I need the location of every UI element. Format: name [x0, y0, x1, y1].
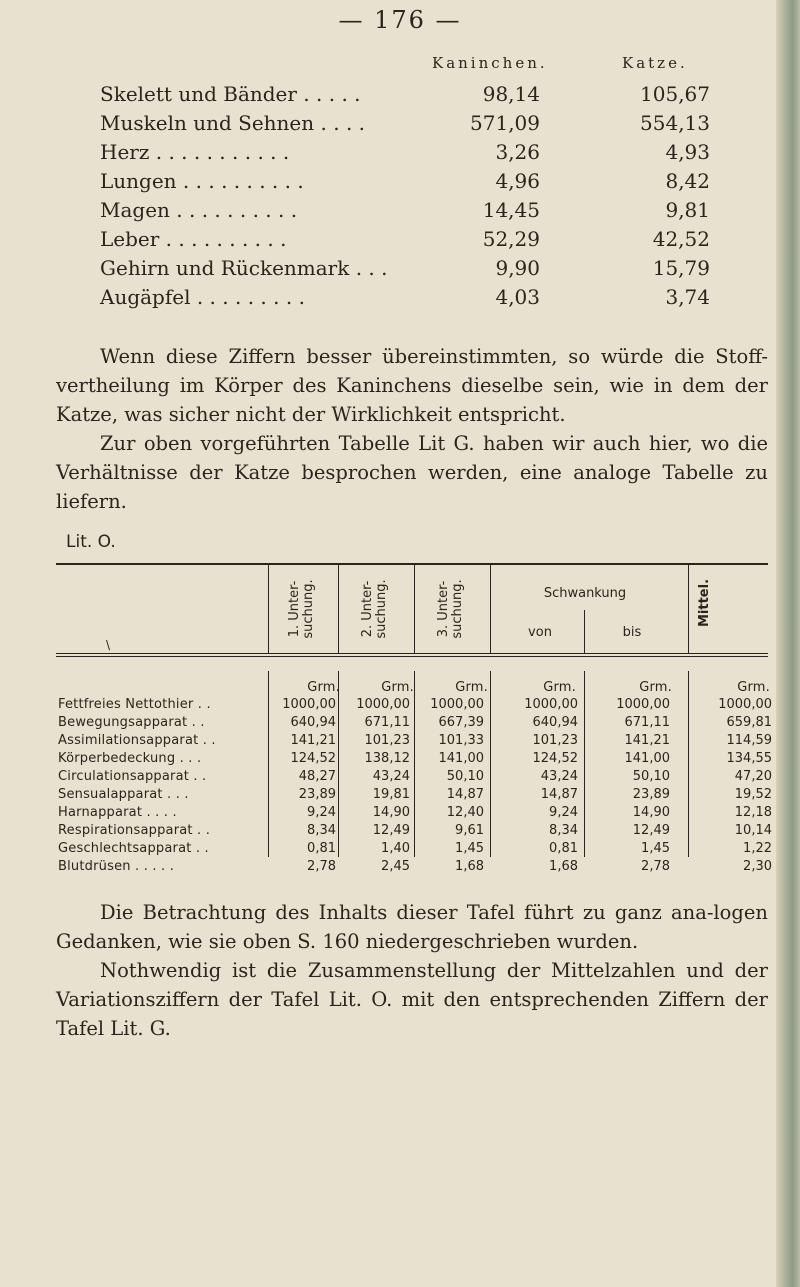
- value-von: 8,34: [549, 823, 578, 838]
- value-bis: 12,49: [632, 823, 670, 838]
- table-row: [0, 169, 780, 193]
- paragraph-1: [56, 342, 768, 516]
- value-bis: 23,89: [632, 787, 670, 802]
- row-label: Respirationsapparat . .: [58, 823, 211, 838]
- header-von: von: [528, 625, 552, 640]
- unit: Grm.: [639, 680, 672, 695]
- col-line: [414, 565, 415, 653]
- table-row: [0, 859, 780, 877]
- value-u2: 1000,00: [356, 697, 410, 712]
- value-bis: 141,00: [624, 751, 670, 766]
- row-label: Geschlechtsapparat . .: [58, 841, 209, 856]
- value-u2: 43,24: [372, 769, 410, 784]
- value-bis: 1,45: [641, 841, 670, 856]
- unit: Grm.: [737, 680, 770, 695]
- col-line: [268, 565, 269, 653]
- row-label: Gehirn und Rückenmark . . .: [100, 256, 388, 280]
- row-label: Assimilationsapparat . .: [58, 733, 216, 748]
- table-row: [0, 285, 780, 309]
- value-u2: 671,11: [364, 715, 410, 730]
- row-label: Leber . . . . . . . . . .: [100, 227, 287, 251]
- table-row: [0, 769, 780, 787]
- value-u2: 14,90: [372, 805, 410, 820]
- col-line: [338, 565, 339, 653]
- value-u2: 19,81: [372, 787, 410, 802]
- value-katze: 8,42: [665, 169, 710, 193]
- value-u3: 1,68: [455, 859, 484, 874]
- row-label: Muskeln und Sehnen . . . .: [100, 111, 366, 135]
- value-mittel: 659,81: [726, 715, 772, 730]
- header-untersuchung-3: 3. Unter- suchung.: [436, 579, 465, 639]
- col-line: [688, 565, 689, 653]
- table-row: [0, 198, 780, 222]
- unit: Grm.: [455, 680, 488, 695]
- header-bis: bis: [622, 625, 642, 640]
- paragraph-text: Die Betrachtung des Inhalts dieser Tafel führt zu ganz ana-logen Gedanken, wie sie oben S. 160 niedergeschrieben wurden.: [56, 901, 768, 953]
- header-untersuchung-1: 1. Unter- suchung.: [287, 579, 316, 639]
- row-label: Bewegungsapparat . .: [58, 715, 205, 730]
- value-u3: 1000,00: [430, 697, 484, 712]
- table-top-rule: [56, 563, 768, 565]
- col-line: [490, 565, 491, 653]
- value-bis: 14,90: [632, 805, 670, 820]
- page-edge: [776, 0, 800, 1287]
- value-mittel: 134,55: [726, 751, 772, 766]
- value-kaninchen: 14,45: [482, 198, 540, 222]
- paragraph-text: Zur oben vorgeführten Tabelle Lit G. haben wir auch hier, wo die Verhältnisse der Katze besprochen werden, eine analoge Tabelle zu liefern.: [56, 432, 768, 513]
- table-row: [0, 787, 780, 805]
- unit: Grm.: [543, 680, 576, 695]
- value-u1: 8,34: [307, 823, 336, 838]
- value-bis: 50,10: [632, 769, 670, 784]
- row-label: Augäpfel . . . . . . . . .: [100, 285, 305, 309]
- value-mittel: 10,14: [734, 823, 772, 838]
- value-katze: 3,74: [665, 285, 710, 309]
- unit: Grm.: [381, 680, 414, 695]
- value-katze: 15,79: [652, 256, 710, 280]
- value-u3: 141,00: [438, 751, 484, 766]
- table-row: [0, 256, 780, 280]
- value-von: 0,81: [549, 841, 578, 856]
- table-row: [0, 841, 780, 859]
- value-u2: 101,23: [364, 733, 410, 748]
- row-label: Skelett und Bänder . . . . .: [100, 82, 361, 106]
- units-row: [0, 680, 780, 698]
- value-von: 9,24: [549, 805, 578, 820]
- header-untersuchung-2: 2. Unter- suchung.: [360, 579, 389, 639]
- page-number: — 176 —: [338, 6, 462, 34]
- value-u3: 9,61: [455, 823, 484, 838]
- value-katze: 9,81: [665, 198, 710, 222]
- row-label: Magen . . . . . . . . . .: [100, 198, 298, 222]
- value-u2: 1,40: [381, 841, 410, 856]
- paragraph-text: Wenn diese Ziffern besser übereinstimmten, so würde die Stoff-vertheilung im Körper des Kaninchens dieselbe sein, wie in dem der Katze, was sicher nicht der Wirklichkeit entspricht.: [56, 345, 768, 426]
- header-mittel: Mittel.: [697, 578, 712, 628]
- value-katze: 42,52: [652, 227, 710, 251]
- value-u3: 12,40: [446, 805, 484, 820]
- row-label: Harnapparat . . . .: [58, 805, 177, 820]
- col-header-katze: Katze.: [622, 54, 688, 72]
- col-header-kaninchen: Kaninchen.: [432, 54, 548, 72]
- value-bis: 2,78: [641, 859, 670, 874]
- row-label: Körperbedeckung . . .: [58, 751, 202, 766]
- header-rule-1: [56, 653, 768, 654]
- value-katze: 554,13: [640, 111, 710, 135]
- value-u3: 14,87: [446, 787, 484, 802]
- table-row: [0, 805, 780, 823]
- row-label: Circulationsapparat . .: [58, 769, 207, 784]
- value-mittel: 2,30: [743, 859, 772, 874]
- header-schwankung: Schwankung: [543, 586, 627, 601]
- value-kaninchen: 571,09: [470, 111, 540, 135]
- value-u3: 101,33: [438, 733, 484, 748]
- value-kaninchen: 98,14: [482, 82, 540, 106]
- row-label: Blutdrüsen . . . . .: [58, 859, 175, 874]
- value-u1: 48,27: [298, 769, 336, 784]
- value-u3: 50,10: [446, 769, 484, 784]
- value-kaninchen: 4,03: [495, 285, 540, 309]
- value-u2: 2,45: [381, 859, 410, 874]
- table-row: [0, 733, 780, 751]
- value-mittel: 19,52: [734, 787, 772, 802]
- value-mittel: 1,22: [743, 841, 772, 856]
- value-katze: 105,67: [640, 82, 710, 106]
- row-label: Fettfreies Nettothier . .: [58, 697, 211, 712]
- value-u1: 9,24: [307, 805, 336, 820]
- value-u3: 667,39: [438, 715, 484, 730]
- table-row: [0, 227, 780, 251]
- table-row: [0, 697, 780, 715]
- table-row: [0, 111, 780, 135]
- value-mittel: 47,20: [734, 769, 772, 784]
- table-row: [0, 751, 780, 769]
- value-kaninchen: 4,96: [495, 169, 540, 193]
- col-line: [584, 610, 585, 653]
- value-bis: 1000,00: [616, 697, 670, 712]
- value-u1: 2,78: [307, 859, 336, 874]
- table-row: [0, 823, 780, 841]
- value-u1: 141,21: [290, 733, 336, 748]
- row-label: Lungen . . . . . . . . . .: [100, 169, 304, 193]
- paragraph-text: Nothwendig ist die Zusammenstellung der Mittelzahlen und der Variationsziffern der Tafel Lit. O. mit den entsprechenden Ziffern der Tafel Lit. G.: [56, 959, 768, 1040]
- header-rule-2: [56, 656, 768, 657]
- value-bis: 671,11: [624, 715, 670, 730]
- value-mittel: 114,59: [726, 733, 772, 748]
- value-mittel: 1000,00: [718, 697, 772, 712]
- table-caption: Lit. O.: [66, 532, 116, 552]
- table-row: [0, 140, 780, 164]
- paragraph-2: [56, 898, 768, 1043]
- value-von: 43,24: [540, 769, 578, 784]
- value-u1: 1000,00: [282, 697, 336, 712]
- value-von: 1,68: [549, 859, 578, 874]
- value-von: 101,23: [532, 733, 578, 748]
- row-label: Sensualapparat . . .: [58, 787, 189, 802]
- value-u3: 1,45: [455, 841, 484, 856]
- unit: Grm.: [307, 680, 340, 695]
- value-mittel: 12,18: [734, 805, 772, 820]
- value-u2: 138,12: [364, 751, 410, 766]
- row-label: Herz . . . . . . . . . . .: [100, 140, 290, 164]
- value-u1: 640,94: [290, 715, 336, 730]
- value-u1: 124,52: [290, 751, 336, 766]
- table-row: [0, 715, 780, 733]
- value-kaninchen: 3,26: [495, 140, 540, 164]
- value-u1: 23,89: [298, 787, 336, 802]
- corner-mark: \: [106, 638, 111, 652]
- value-kaninchen: 9,90: [495, 256, 540, 280]
- value-kaninchen: 52,29: [482, 227, 540, 251]
- table-row: [0, 82, 780, 106]
- value-von: 124,52: [532, 751, 578, 766]
- value-u2: 12,49: [372, 823, 410, 838]
- value-u1: 0,81: [307, 841, 336, 856]
- value-von: 640,94: [532, 715, 578, 730]
- value-bis: 141,21: [624, 733, 670, 748]
- value-von: 14,87: [540, 787, 578, 802]
- value-katze: 4,93: [665, 140, 710, 164]
- value-von: 1000,00: [524, 697, 578, 712]
